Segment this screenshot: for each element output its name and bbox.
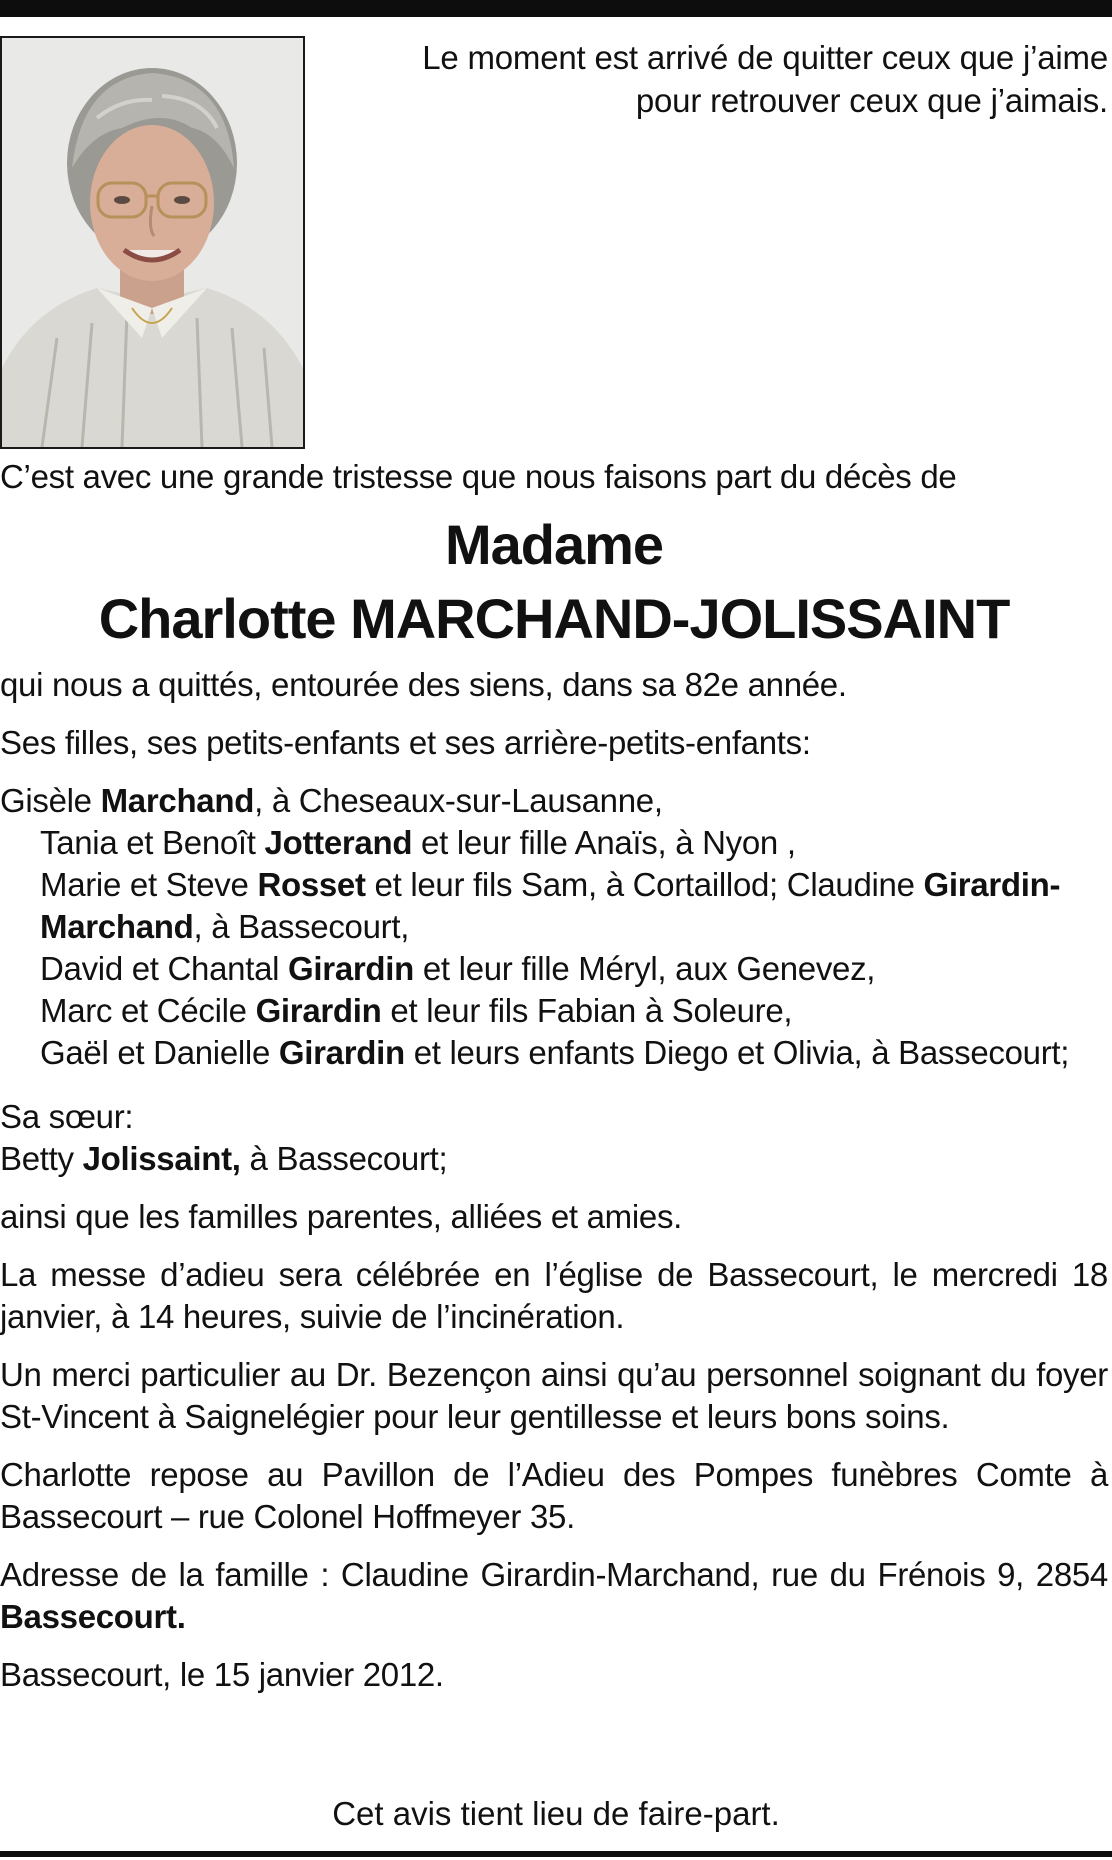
family-member-marie	[0, 864, 1108, 948]
sister-label: Sa sœur:	[0, 1098, 134, 1135]
portrait-illustration	[2, 38, 303, 447]
quote-line-1: Le moment est arrivé de quitter ceux que j’aime	[422, 39, 1108, 76]
family-member-marc	[0, 990, 1108, 1032]
title-line-2: Charlotte MARCHAND-JOLISSAINT	[98, 587, 1010, 650]
portrait-photo	[0, 36, 305, 449]
family-address	[0, 1554, 1108, 1638]
first-name: David et Chantal	[40, 950, 289, 987]
family-member-gael	[0, 1032, 1108, 1074]
notice-body	[0, 456, 1108, 1696]
resting-place: Charlotte repose au Pavillon de l’Adieu des Pompes funèbres Comte à Bassecourt – rue Colonel Hoffmeyer 35.	[0, 1456, 1108, 1535]
mass-details: La messe d’adieu sera célébrée en l’église de Bassecourt, le mercredi 18 janvier, à 14 heures, suivie de l’incinération.	[0, 1256, 1108, 1335]
dateline: Bassecourt, le 15 janvier 2012.	[0, 1656, 444, 1693]
detail: et leurs enfants Diego et Olivia, à Bassecourt;	[404, 1034, 1070, 1071]
family-member-gisele	[0, 780, 1108, 822]
surname: Jotterand	[264, 824, 413, 861]
detail: et leur fille Anaïs, à Nyon ,	[412, 824, 796, 861]
family-intro: Ses filles, ses petits-enfants et ses arrière-petits-enfants:	[0, 724, 811, 761]
top-rule	[0, 0, 1112, 17]
sister-name	[0, 1138, 1108, 1180]
first-name: Betty	[0, 1140, 83, 1177]
first-name: Marc et Cécile	[40, 992, 256, 1029]
families-line: ainsi que les familles parentes, alliées et amies.	[0, 1198, 683, 1235]
quote-line-2: pour retrouver ceux que j’aimais.	[635, 82, 1108, 119]
intro-text: C’est avec une grande tristesse que nous faisons part du décès de	[0, 458, 957, 495]
opening-quote	[348, 36, 1108, 122]
bottom-rule	[0, 1851, 1112, 1857]
surname: Girardin	[278, 1034, 405, 1071]
age-line: qui nous a quittés, entourée des siens, dans sa 82e année.	[0, 666, 847, 703]
surname: Rosset	[257, 866, 366, 903]
surname: Marchand	[100, 782, 255, 819]
first-name: Tania et Benoît	[40, 824, 265, 861]
first-name: Gisèle	[0, 782, 101, 819]
title-line-1: Madame	[444, 513, 664, 576]
first-name: Marie et Steve	[40, 866, 258, 903]
surname: Jolissaint,	[82, 1140, 241, 1177]
detail: et leur fille Méryl, aux Genevez,	[414, 950, 876, 987]
detail: et leur fils Sam, à Cortaillod; Claudine	[365, 866, 924, 903]
thanks-text: Un merci particulier au Dr. Bezençon ainsi qu’au personnel soignant du foyer St-Vincent à Saignelégier pour leur gentillesse et leurs bons soins.	[0, 1356, 1108, 1435]
closing-note: Cet avis tient lieu de faire-part.	[332, 1795, 780, 1832]
detail: , à Bassecourt,	[193, 908, 410, 945]
family-member-david	[0, 948, 1108, 990]
family-member-tania	[0, 822, 1108, 864]
surname: Girardin	[288, 950, 415, 987]
address-town: Bassecourt.	[0, 1598, 186, 1635]
detail: , à Cheseaux-sur-Lausanne,	[254, 782, 663, 819]
detail: et leur fils Fabian à Soleure,	[381, 992, 793, 1029]
surname: Girardin-Marchand	[40, 866, 1061, 945]
address-text: Adresse de la famille : Claudine Girardin-Marchand, rue du Frénois 9, 2854	[0, 1556, 1108, 1593]
deceased-name	[0, 508, 1108, 656]
detail: à Bassecourt;	[240, 1140, 448, 1177]
first-name: Gaël et Danielle	[40, 1034, 279, 1071]
surname: Girardin	[255, 992, 382, 1029]
